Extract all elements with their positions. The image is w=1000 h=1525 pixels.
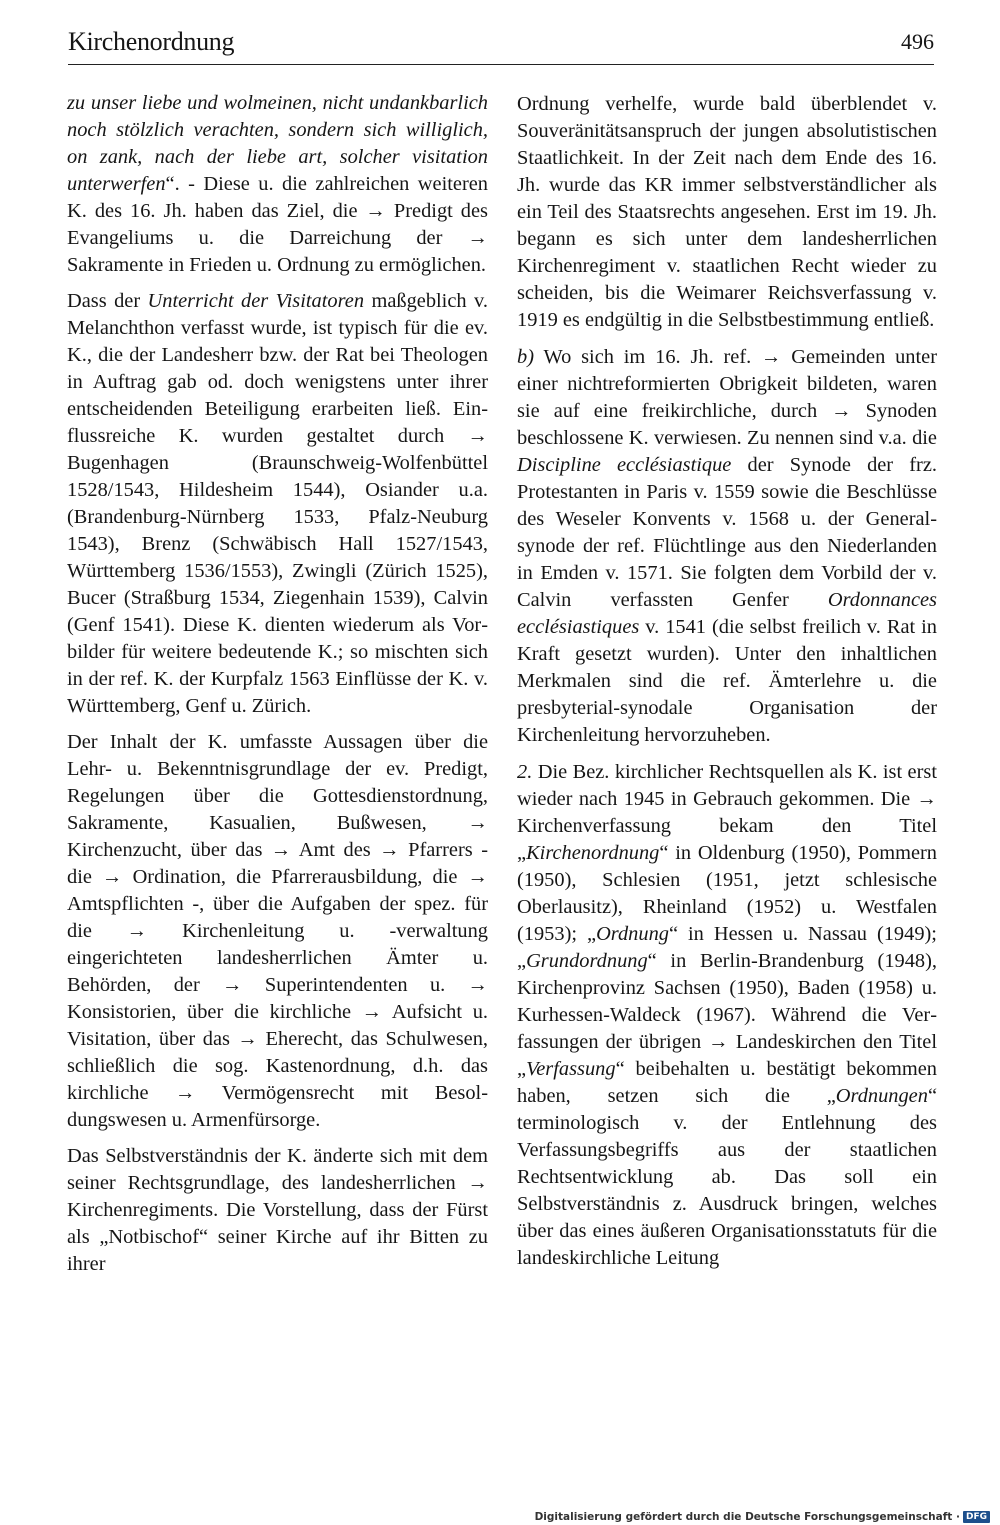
text-run: “ in Oldenburg (1950), Pommern (1950), Schlesien (1951, jetzt schlesische Oberlausitz), Rheinland (1952) u. Westfalen (1953); „ [517,842,937,945]
paragraph [517,759,937,1272]
text-run: der Synode der frz. Protestanten in Paris v. 1559 sowie die Beschlüsse des Weseler Konvents v. 1568 u. der Generalsynode der ref. Flüchtlinge aus den Niederlanden in Emden v. 1571. Sie folgten dem Vorbild der v. Calvin verfassten Genfer [517,454,937,611]
page-header [68,24,934,65]
italic-text-run: b) [517,346,534,368]
text-run: “ in Berlin-Brandenburg (1948), Kirchenprovinz Sachsen (1950), Baden (1958) u. Kurhessen-Waldeck (1967). Während die Verfassungen der übrigen → Landeskirchen den Titel „ [517,950,937,1080]
italic-text-run: Ordonnances ecclésiastiques [517,589,937,638]
dfg-logo: DFG [963,1511,990,1523]
right-text-column [517,91,937,1282]
digitization-footer [535,1511,990,1523]
footer-credit-text: Digitalisierung gefördert durch die Deutsche Forschungsgemeinschaft · [534,1511,960,1523]
italic-text-run: Grundordnung [526,950,648,972]
paragraph [67,288,488,720]
text-run: Dass der [67,290,148,312]
italic-text-run: Ordnung [596,923,669,945]
text-run: Der Inhalt der K. umfasste Aussagen über die Lehr- u. Bekenntnisgrundlage der ev. Predigt, Regelungen über die Gottesdienstordnung, Sakramente, Kasualien, Bußwesen, → Kirchenzucht, über das → Amt des → Pfarrers - die → Ordination, die Pfarrerausbildung, die → Amtspflichten -, über die Aufgaben der spez. für die → Kirchenleitung u. -verwaltung eingerichteten landesherrlichen Ämter u. Behörden, der → Superintendenten u. → Konsistorien, über die kirchliche → Aufsicht u. Visitation, über das → Eherecht, das Schulwesen, schließlich die sog. Kastenordnung, d.h. das kirchliche → Vermögensrecht mit Besoldungswesen u. Armenfürsorge. [67,731,488,1131]
text-run: “ beibehalten u. bestätigt bekommen haben, setzen sich die „ [517,1058,937,1107]
italic-text-run: Discipline ecclésiastique [517,454,732,476]
text-run: Das Selbstverständnis der K. änderte sich mit dem seiner Rechtsgrundlage, des landesherrlichen → Kirchenregiments. Die Vorstellung, dass der Fürst als „Notbischof“ seiner Kirche auf ihr Bitten zu ihrer [67,1145,488,1275]
text-run: “ terminologisch v. der Entlehnung des Verfassungsbegriffs aus der staatlichen Rechtsentwicklung ab. Das soll ein Selbstverständnis z. Ausdruck bringen, welches über das eines äußeren Organisationsstatuts für die landeskirchliche Leitung [517,1085,937,1269]
text-run: maßgeblich v. Melanchthon verfasst wurde, ist typisch für die ev. K., die der Landesherr bzw. der Rat bei Theologen in Auftrag gab od. doch wenigstens unter ihrer entscheidenden Beteiligung erarbeiten ließ. Einflussreiche K. wurden gestaltet durch → Bugenhagen (Braunschweig-Wolfenbüttel 1528/1543, Hildesheim 1544), Osiander u.a. (Brandenburg-Nürnberg 1533, Pfalz-Neuburg 1543), Brenz (Schwäbisch Hall 1527/1543, Württemberg 1536/1553), Zwingli (Zürich 1525), Bucer (Straßburg 1534, Ziegenhain 1539), Calvin (Genf 1541). Diese K. dienten wiederum als Vorbilder für weitere bedeutende K.; so mischten sich in der ref. K. der Kurpfalz 1563 Einflüsse der K. v. Württemberg, Genf u. Zürich. [67,290,488,717]
italic-text-run: zu unser liebe und wolmeinen, nicht undankbarlich noch stölzlich verachten, sondern sich williglich, on zank, nach der liebe art, solcher visitation unterwerfen [67,92,488,195]
text-run: Ordnung verhelfe, wurde bald überblendet v. Souveränitätsanspruch der jungen absolutistischen Staatlichkeit. In der Zeit nach dem Ende des 16. Jh. wurde das KR immer selbstverständlicher als ein Teil des Staatsrechts angesehen. Erst im 19. Jh. begann es sich unter dem landesherrlichen Kirchenregiment v. staatlichen Recht wieder zu scheiden, bis die Weimarer Reichsverfassung v. 1919 es endgültig in die Selbstbestimmung entließ. [517,93,937,331]
italic-text-run: Unterricht der Visitatoren [147,290,365,312]
italic-text-run: 2. [517,761,533,783]
italic-text-run: Ordnungen [835,1085,928,1107]
paragraph [67,729,488,1134]
paragraph [517,344,937,749]
italic-text-run: Verfassung [526,1058,616,1080]
running-head: Kirchenordnung [68,27,235,56]
text-run: v. 1541 (die selbst freilich v. Rat in Kraft gesetzt wurden). Unter den inhaltlichen Merkmalen sind die ref. Ämterlehre u. die presbyterial-synodale Organisation der Kirchenleitung hervorzuheben. [517,616,937,746]
paragraph [67,90,488,279]
text-run: Die Bez. kirchlicher Rechtsquellen als K. ist erst wieder nach 1945 in Gebrauch gekommen. Die → Kirchenverfassung bekam den Titel „ [517,761,937,864]
italic-text-run: Kirchenordnung [526,842,660,864]
page-number: 496 [901,29,934,54]
paragraph [67,1143,488,1278]
paragraph [517,91,937,334]
left-text-column [67,90,488,1286]
text-run: “ in Hessen u. Nassau (1949); „ [517,923,937,972]
text-run: Wo sich im 16. Jh. ref. → Gemeinden unter einer nichtreformierten Obrigkeit bildeten, waren sie auf eine freikirchliche, durch → Synoden beschlossene K. verwiesen. Zu nennen sind v.a. die [517,346,937,449]
text-run: “. - Diese u. die zahlreichen weiteren K. des 16. Jh. haben das Ziel, die → Predigt des Evangeliums u. die Darreichung der → Sakramente in Frieden u. Ordnung zu ermöglichen. [67,173,488,276]
